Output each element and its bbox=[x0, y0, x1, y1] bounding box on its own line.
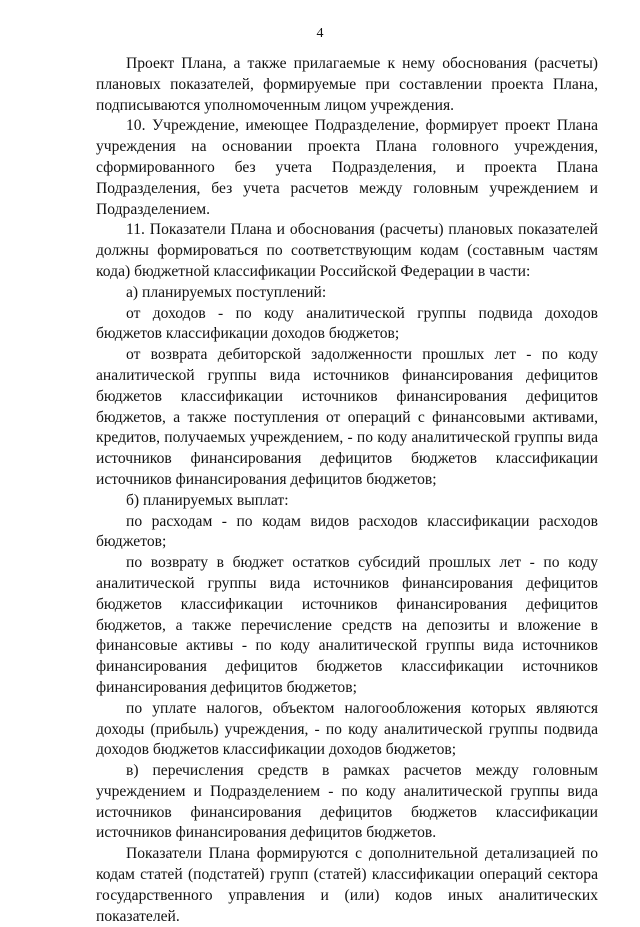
paragraph-planned-payments-heading: б) планируемых выплат: bbox=[126, 491, 289, 509]
paragraph-transfers: в) перечисления средств в рамках расчетов между головным учреждением и Подразделением - по коду аналитической группы вида источников финансирования дефицитов бюджетов классификации источников финансирования дефицитов бюджетов. bbox=[96, 762, 598, 842]
page-number: 4 bbox=[316, 26, 324, 41]
paragraph-plan-signing: Проект Плана, а также прилагаемые к нему обоснования (расчеты) плановых показателей, формируемые при составлении проекта Плана, подписываются уполномоченным лицом учреждения. bbox=[96, 55, 598, 114]
paragraph-11: 11. Показатели Плана и обоснования (расчеты) плановых показателей должны формироваться по соответствующим кодам (составным частям кода) бюджетной классификации Российской Федерации в части: bbox=[96, 221, 598, 280]
paragraph-income: от доходов - по коду аналитической группы подвида доходов бюджетов классификации доходов бюджетов; bbox=[96, 304, 598, 343]
paragraph-planned-receipts-heading: а) планируемых поступлений: bbox=[126, 283, 327, 301]
paragraph-expenses: по расходам - по кодам видов расходов классификации расходов бюджетов; bbox=[96, 512, 598, 551]
document-body bbox=[96, 54, 598, 927]
paragraph-10: 10. Учреждение, имеющее Подразделение, формирует проект Плана учреждения на основании проекта Плана головного учреждения, сформированного без учета Подразделения, и проекта Плана Подразделения, без учета расчетов между головным учреждением и Подразделением. bbox=[96, 117, 598, 218]
paragraph-taxes: по уплате налогов, объектом налогообложения которых являются доходы (прибыль) учреждения, - по коду аналитической группы подвида доходов бюджетов классификации доходов бюджетов; bbox=[96, 699, 598, 759]
paragraph-subsidy-return: по возврату в бюджет остатков субсидий прошлых лет - по коду аналитической группы вида источников финансирования дефицитов бюджетов классификации источников финансирования дефицитов бюджетов, а также перечисление средств на депозиты и вложение в финансовые активы - по коду аналитической группы вида источников финансирования дефицитов бюджетов классификации источников финансирования дефицитов бюджетов; bbox=[96, 554, 598, 696]
paragraph-receivables-return: от возврата дебиторской задолженности прошлых лет - по коду аналитической группы вида источников финансирования дефицитов бюджетов классификации источников финансирования дефицитов бюджетов, а также поступления от операций с финансовыми активами, кредитов, получаемых учреждением, - по коду аналитической группы вида источников финансирования дефицитов бюджетов классификации источников финансирования дефицитов бюджетов; bbox=[96, 346, 598, 488]
paragraph-plan-detailing: Показатели Плана формируются с дополнительной детализацией по кодам статей (подстатей) групп (статей) классификации операций сектора государственного управления и (или) кодов иных аналитических показателей. bbox=[96, 845, 598, 925]
